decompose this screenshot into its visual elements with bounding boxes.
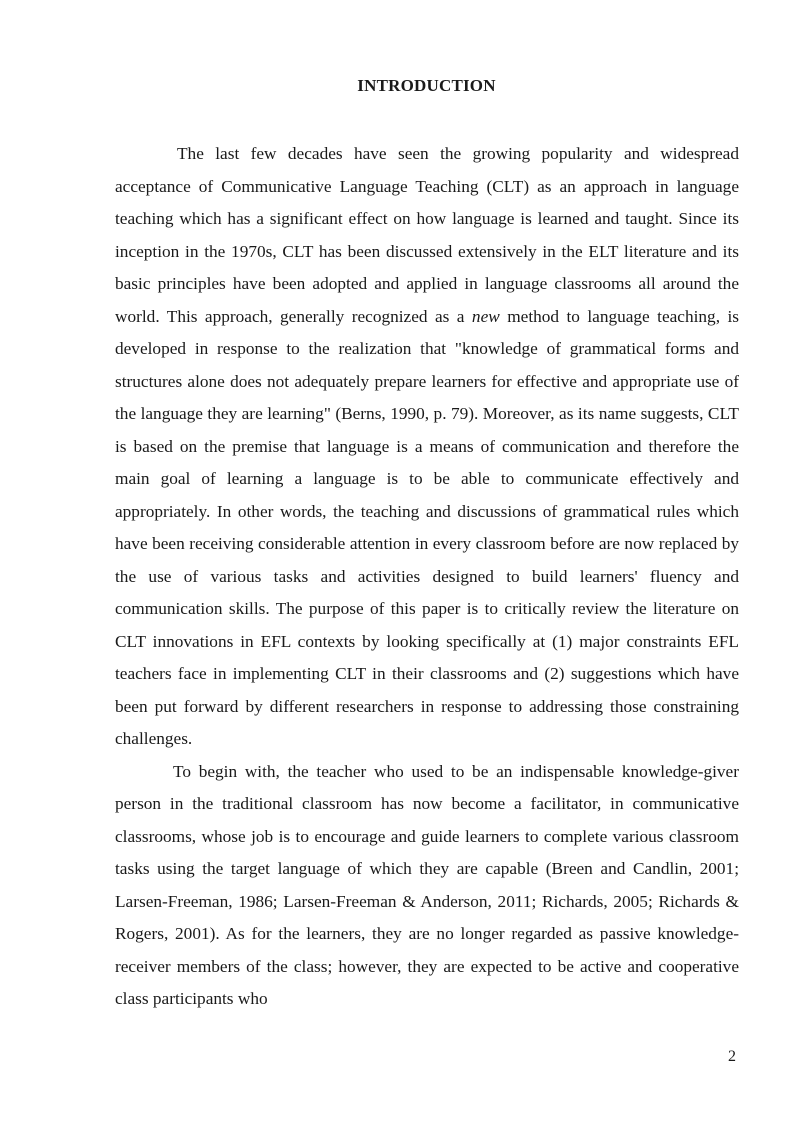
paragraph-1-text-end: method to language teaching, is developed in response to the realization that "knowledge of grammatical forms and structures alone does not adequately prepare learners for effective and appropriate use of the language they are learning" (Berns, 1990, p. 79). Moreover, as its name suggests, CLT is based on the premise that language is a means of communication and therefore the main goal of learning a language is to be able to communicate effectively and appropriately. In other words, the teaching and discussions of grammatical rules which have been receiving considerable attention in every classroom before are now replaced by the use of various tasks and activities designed to build learners' fluency and communication skills. The purpose of this paper is to critically review the literature on CLT innovations in EFL contexts by looking specifically at (1) major constraints EFL teachers face in implementing CLT in their classrooms and (2) suggestions which have been put forward by different researchers in response to addressing those constraining challenges.: [115, 306, 739, 748]
page-title: INTRODUCTION: [357, 76, 496, 95]
paragraph-2: To begin with, the teacher who used to be an indispensable knowledge-giver person in the traditional classroom has now become a facilitator, in communicative classrooms, whose job is to encourage and guide learners to complete various classroom tasks using the target language of which they are capable (Breen and Candlin, 2001; Larsen-Freeman, 1986; Larsen-Freeman & Anderson, 2011; Richards, 2005; Richards & Rogers, 2001). As for the learners, they are no longer regarded as passive knowledge-receiver members of the class; however, they are expected to be active and cooperative class participants who: [115, 761, 739, 1008]
emphasized-word: new: [471, 306, 500, 326]
page-number: 2: [728, 1048, 736, 1065]
paragraph-1-text-start: The last few decades have seen the growing popularity and widespread acceptance of Communicative Language Teaching (CLT) as an approach in language teaching which has a significant effect on how language is learned and taught. Since its inception in the 1970s, CLT has been discussed extensively in the ELT literature and its basic principles have been adopted and applied in language classrooms all around the world. This approach, generally recognized as a: [115, 144, 739, 326]
paragraph-1: [115, 138, 739, 756]
body-text: [115, 138, 739, 1016]
